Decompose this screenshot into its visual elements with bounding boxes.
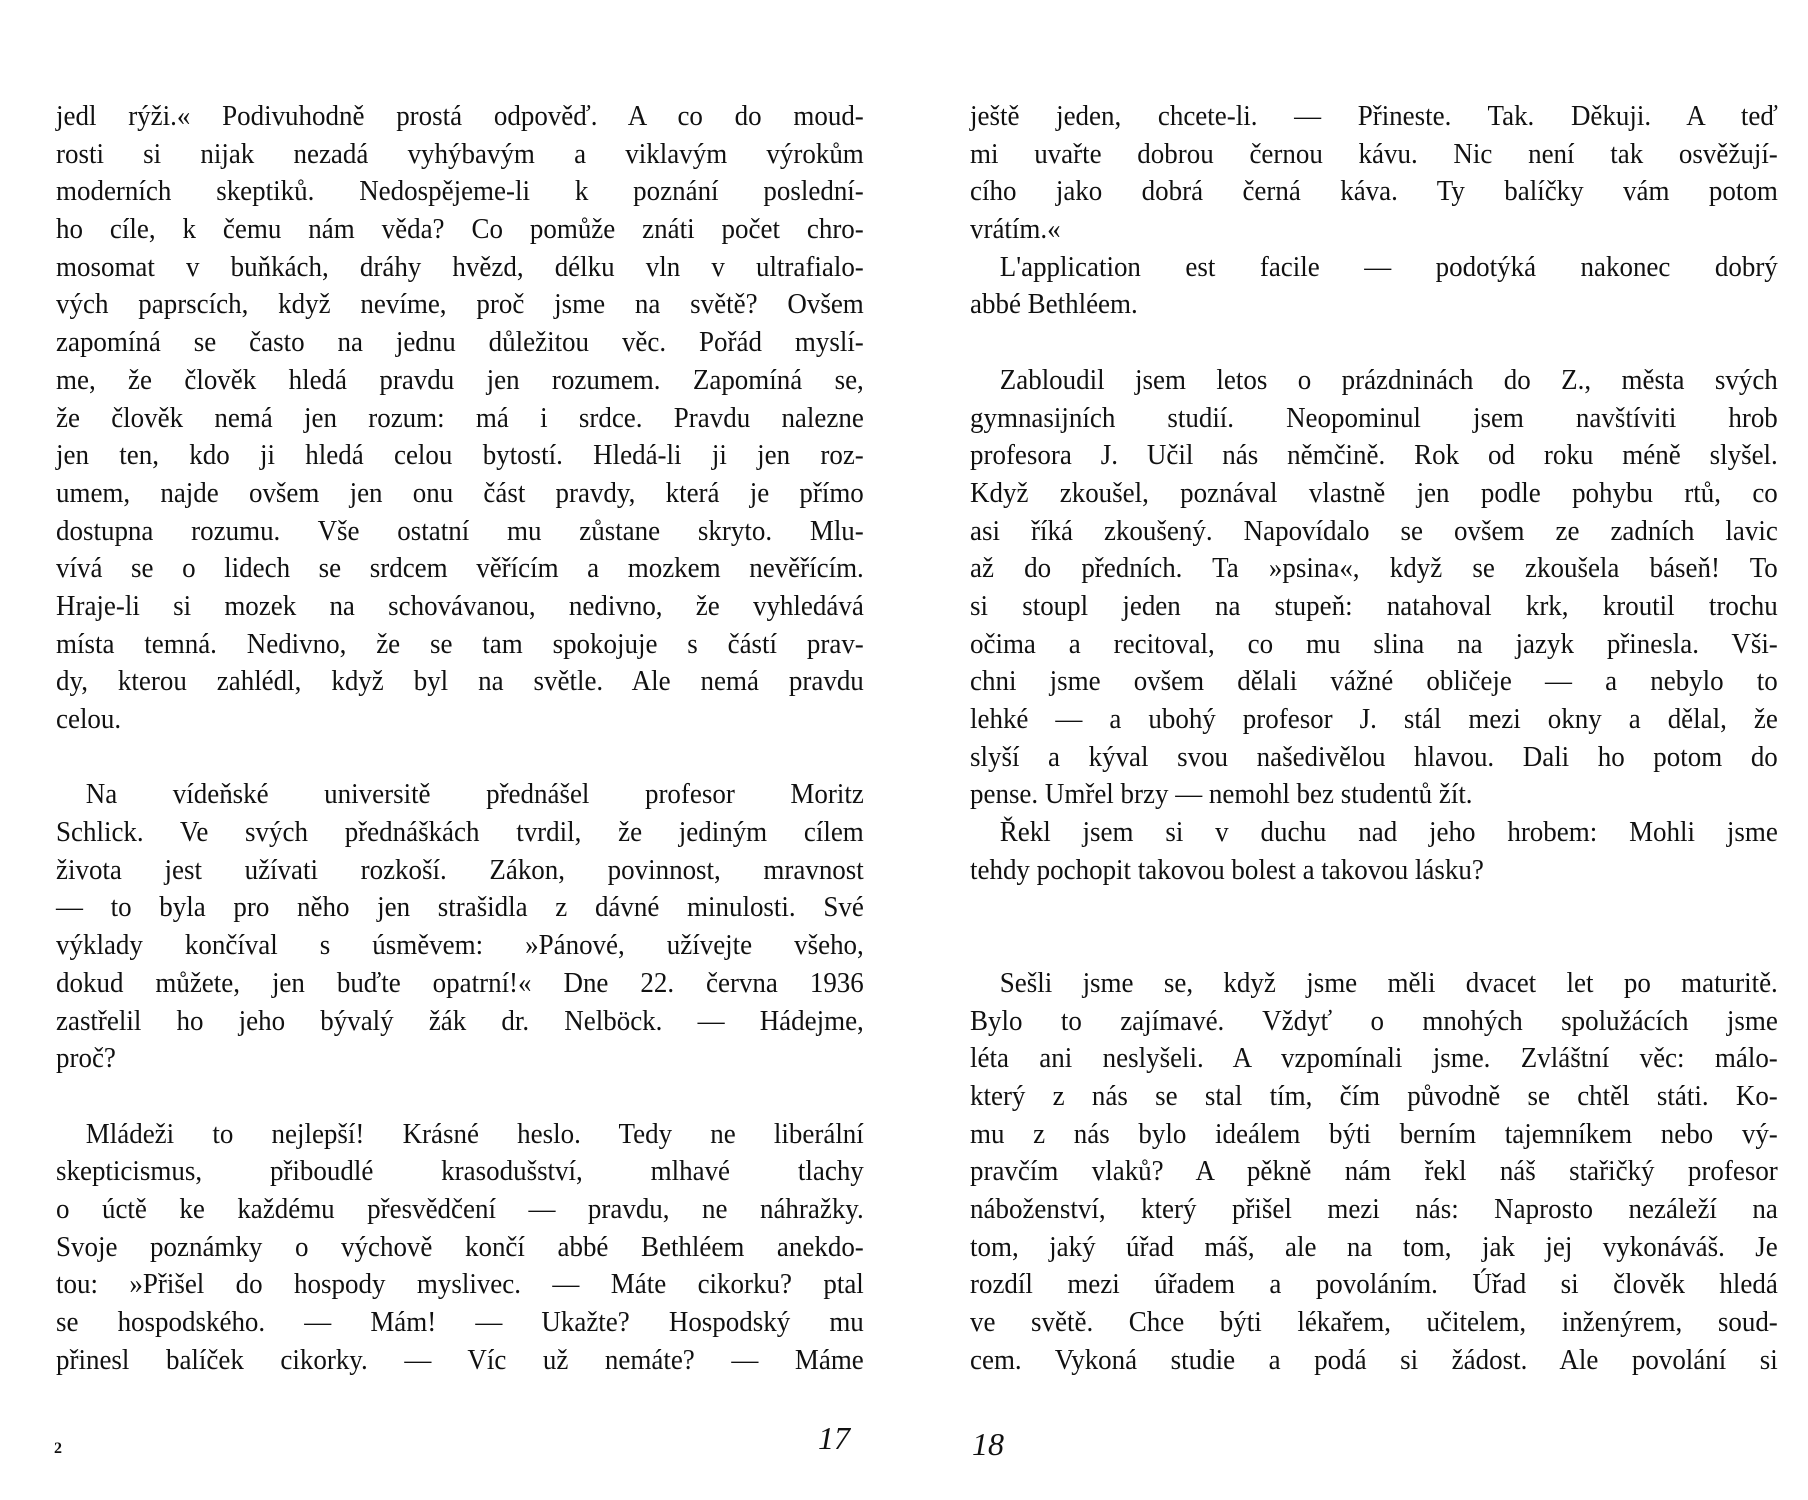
text-line: proč?: [56, 1042, 116, 1075]
text-line: dy, kterou zahlédl, když byl na světle. Ale nemá pravdu: [56, 665, 864, 698]
text-line: lehké — a ubohý profesor J. stál mezi okny a dělal, že: [970, 703, 1778, 735]
blank-line: [56, 739, 864, 777]
text-line: o úctě ke každému přesvědčení — pravdu, ne náhražky.: [56, 1192, 864, 1225]
text-line: si stoupl jeden na stupeň: natahoval krk, kroutil trochu: [970, 589, 1778, 622]
text-line: Svoje poznámky o výchově končí abbé Bethléem anekdo-: [56, 1230, 864, 1263]
text-line: vrátím.«: [970, 213, 1061, 246]
text-line: až do předních. Ta »psina«, když se zkoušela báseň! To: [970, 552, 1778, 585]
text-line: dostupna rozumu. Vše ostatní mu zůstane skryto. Mlu-: [56, 514, 864, 547]
text-line: pense. Umřel brzy — nemohl bez studentů žít.: [970, 778, 1473, 811]
blank-line: [970, 889, 1778, 927]
text-line: mosomat v buňkách, dráhy hvězd, délku vln v ultrafialo-: [56, 250, 864, 283]
text-line: výklady končíval s úsměvem: »Pánové, užívejte všeho,: [56, 929, 864, 962]
text-line: léta ani neslyšeli. A vzpomínali jsme. Zvláštní věc: málo-: [970, 1042, 1778, 1075]
text-line: tou: »Přišel do hospody myslivec. — Máte cikorku? ptal: [56, 1268, 864, 1301]
text-line: profesora J. Učil nás němčině. Rok od roku méně slyšel.: [970, 439, 1778, 472]
text-line: zapomíná se často na jednu důležitou věc. Pořád myslí-: [56, 326, 864, 359]
text-line: Řekl jsem si v duchu nad jeho hrobem: Mohli jsme: [999, 816, 1778, 849]
text-line: že člověk nemá jen rozum: má i srdce. Pravdu nalezne: [56, 401, 864, 434]
text-line: me, že člověk hledá pravdu jen rozumem. Zapomíná se,: [56, 363, 864, 396]
text-line: gymnasijních studií. Neopominul jsem navštíviti hrob: [970, 401, 1778, 434]
text-line: místa temná. Nedivno, že se tam spokojuje s částí prav-: [56, 627, 864, 660]
text-line: přinesl balíček cikorky. — Víc už nemáte? — Máme: [56, 1343, 864, 1376]
text-line: cem. Vykoná studie a podá si žádost. Ale povolání si: [970, 1343, 1778, 1376]
text-line: Sešli jsme se, když jsme měli dvacet let po maturitě.: [999, 966, 1778, 999]
text-line: se hospodského. — Mám! — Ukažte? Hospodský mu: [56, 1306, 864, 1338]
text-line: pravčím vlaků? A pěkně nám řekl náš stařičký profesor: [970, 1155, 1778, 1188]
text-line: umem, najde ovšem jen onu část pravdy, která je přímo: [56, 476, 864, 509]
text-line: dokud můžete, jen buďte opatrní!« Dne 22. června 1936: [56, 966, 864, 999]
text-line: tehdy pochopit takovou bolest a takovou lásku?: [970, 853, 1484, 886]
blank-line: [56, 1078, 864, 1116]
text-line: celou.: [56, 703, 122, 735]
text-line: náboženství, který přišel mezi nás: Naprosto nezáleží na: [970, 1192, 1778, 1225]
text-line: L'application est facile — podotýká nakonec dobrý: [999, 250, 1778, 283]
text-line: Mládeži to nejlepší! Krásné heslo. Tedy ne liberální: [85, 1117, 864, 1150]
text-line: ho cíle, k čemu nám věda? Co pomůže znáti počet chro-: [56, 213, 864, 246]
text-line: Bylo to zajímavé. Vždyť o mnohých spolužácích jsme: [970, 1004, 1778, 1037]
text-line: vívá se o lidech se srdcem věřícím a mozkem nevěřícím.: [56, 552, 864, 585]
text-line: který z nás se stal tím, čím původně se chtěl státi. Ko-: [970, 1079, 1778, 1112]
page-number-right: 18: [972, 1426, 1004, 1462]
text-line: Na vídeňské universitě přednášel profesor Moritz: [85, 778, 864, 811]
text-line: vých paprscích, když nevíme, proč jsme na světě? Ovšem: [56, 288, 864, 321]
text-line: Schlick. Ve svých přednáškách tvrdil, že jediným cílem: [56, 816, 864, 849]
text-line: cího jako dobrá černá káva. Ty balíčky vám potom: [970, 175, 1778, 208]
blank-line: [970, 324, 1778, 362]
text-line: asi říká zkoušený. Napovídalo se ovšem ze zadních lavic: [970, 514, 1778, 547]
blank-line: [970, 927, 1778, 965]
text-line: Hraje-li si mozek na schovávanou, nedivno, že vyhledává: [56, 589, 864, 622]
text-line: ještě jeden, chcete-li. — Přineste. Tak. Děkuji. A teď: [970, 100, 1778, 132]
text-line: očima a recitoval, co mu slina na jazyk přinesla. Vši-: [970, 627, 1778, 660]
text-line: ve světě. Chce býti lékařem, učitelem, inženýrem, soud-: [970, 1306, 1778, 1338]
text-line: života jest užívati rozkoší. Zákon, povinnost, mravnost: [56, 853, 864, 886]
page-number-left: 17: [818, 1420, 850, 1456]
text-line: rosti si nijak nezadá vyhýbavým a viklavým výrokům: [56, 137, 864, 170]
text-line: rozdíl mezi úřadem a povoláním. Úřad si člověk hledá: [970, 1268, 1778, 1301]
text-line: jedl rýži.« Podivuhodně prostá odpověď. A co do moud-: [56, 100, 864, 132]
text-line: slyší a kýval svou našedivělou hlavou. Dali ho potom do: [970, 740, 1778, 773]
text-line: jen ten, kdo ji hledá celou bytostí. Hledá-li ji jen roz-: [56, 439, 864, 472]
text-line: chni jsme ovšem dělali vážné obličeje — a nebylo to: [970, 665, 1778, 698]
text-line: Když zkoušel, poznával vlastně jen podle pohybu rtů, co: [970, 476, 1778, 509]
text-line: mi uvařte dobrou černou kávu. Nic není tak osvěžují-: [970, 137, 1778, 170]
text-line: abbé Bethléem.: [970, 288, 1138, 321]
text-line: — to byla pro něho jen strašidla z dávné minulosti. Své: [56, 891, 864, 924]
text-line: tom, jaký úřad máš, ale na tom, jak jej vykonáváš. Je: [970, 1230, 1778, 1263]
footer-signature-mark: 2: [54, 1440, 62, 1457]
left-page-text: [56, 98, 864, 1379]
right-page-text: [970, 98, 1778, 1379]
text-line: mu z nás bylo ideálem býti berním tajemníkem nebo vý-: [970, 1117, 1778, 1150]
text-line: zastřelil ho jeho bývalý žák dr. Nelböck. — Hádejme,: [56, 1004, 864, 1037]
text-line: skepticismus, přiboudlé krasodušství, mlhavé tlachy: [56, 1155, 864, 1188]
text-line: Zabloudil jsem letos o prázdninách do Z., města svých: [999, 363, 1778, 396]
text-line: moderních skeptiků. Nedospějeme-li k poznání poslední-: [56, 175, 864, 208]
